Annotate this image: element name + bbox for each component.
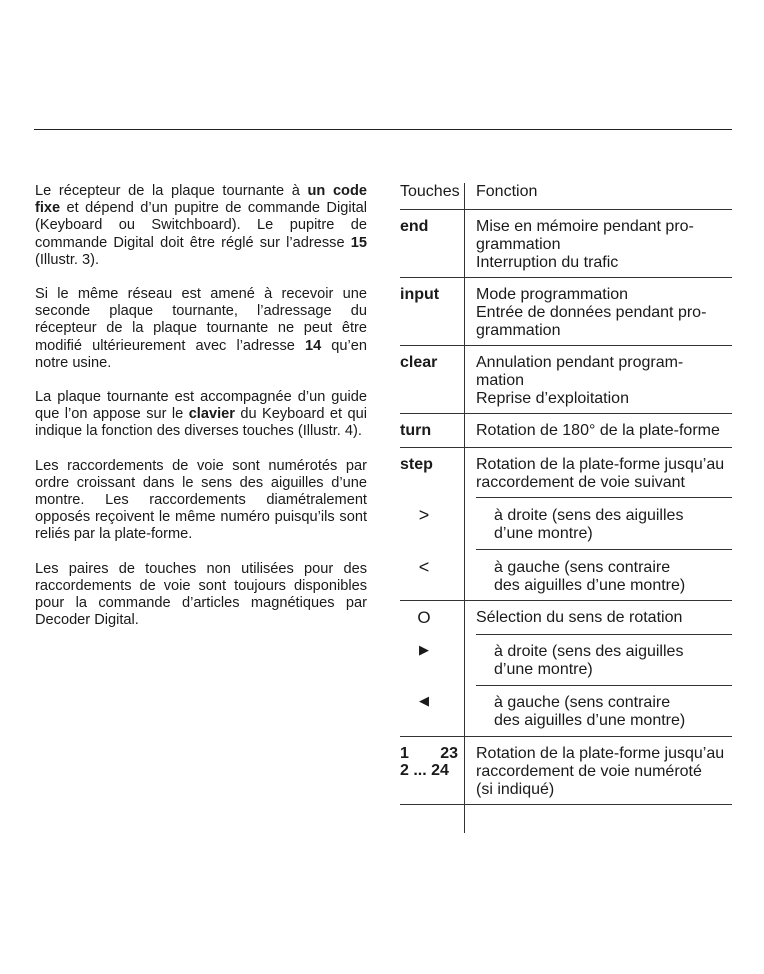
function-triangle-right: à droite (sens des aiguilles d’une montre) xyxy=(494,643,684,678)
table-rule xyxy=(400,277,732,278)
table-rule xyxy=(400,447,732,448)
table-rule xyxy=(400,600,732,601)
text-run: La plaque tournante est accompagnée d’un guide que l’on appose sur le xyxy=(35,389,367,423)
table-header-function: Fonction xyxy=(476,183,538,200)
table-rule-sub xyxy=(476,634,732,635)
table-rule xyxy=(400,209,732,210)
text-run: qu’en notre usine. xyxy=(35,337,367,371)
paragraph-2 xyxy=(35,286,367,372)
text-run: Si le même réseau est amené à recevoir une seconde plaque tournante, l’adressage du récepteur de la plaque tournante ne peut être modifié ultérieurement avec l’adresse xyxy=(35,286,367,354)
table-rule-sub xyxy=(476,497,732,498)
text-run: Le récepteur de la plaque tournante à xyxy=(35,183,308,199)
text-run: et dépend d’un pupitre de commande Digital (Keyboard ou Switchboard). Le pupitre de commande Digital doit être réglé sur l’adresse xyxy=(35,200,367,251)
table-rule xyxy=(400,804,732,805)
bold-text: 14 xyxy=(304,337,322,354)
triangle-left-icon: ◀ xyxy=(419,693,429,708)
key-end: end xyxy=(400,218,429,235)
table-rule xyxy=(400,345,732,346)
function-clear: Annulation pendant program- mation Reprise d’exploitation xyxy=(476,354,684,407)
bold-text: 15 xyxy=(350,234,367,251)
function-end: Mise en mémoire pendant pro- grammation Interruption du trafic xyxy=(476,218,694,271)
function-step: Rotation de la plate-forme jusqu’au raccordement de voie suivant xyxy=(476,456,725,491)
paragraph-1 xyxy=(35,183,367,269)
text-run: du Keyboard et qui indique la fonction des diverses touches (Illustr. 4). xyxy=(35,406,367,440)
key-turn: turn xyxy=(400,422,432,439)
table-rule-sub xyxy=(476,549,732,550)
table-rule xyxy=(400,736,732,737)
key-input: input xyxy=(400,286,440,303)
key-numbers: 1 23 2 ... 24 xyxy=(400,745,458,779)
key-greater-than: > xyxy=(418,505,430,525)
bold-text: un code fixe xyxy=(35,183,368,217)
key-step: step xyxy=(400,456,433,473)
table-rule-sub xyxy=(476,685,732,686)
triangle-right-icon: ▶ xyxy=(419,642,429,657)
key-less-than: < xyxy=(418,557,430,577)
paragraph-4 xyxy=(35,458,367,544)
text-run: (Illustr. 3). xyxy=(35,251,100,268)
function-numbers: Rotation de la plate-forme jusqu’au raccordement de voie numéroté (si indiqué) xyxy=(476,745,725,798)
key-circle: O xyxy=(417,608,431,627)
function-greater-than: à droite (sens des aiguilles d’une montre) xyxy=(494,507,684,542)
table-header-keys: Touches xyxy=(400,183,460,200)
text-run: Les raccordements de voie sont numérotés par ordre croissant dans le sens des aiguilles d’une montre. Les raccordements diamétralement opposés reçoivent le même numéro puisqu’ils sont reliés par la plate-forme. xyxy=(35,457,367,543)
bold-text: clavier xyxy=(188,406,235,423)
key-clear: clear xyxy=(400,354,438,371)
function-turn: Rotation de 180° de la plate-forme xyxy=(476,422,720,439)
function-less-than: à gauche (sens contraire des aiguilles d’une montre) xyxy=(494,559,686,594)
paragraph-5 xyxy=(35,561,367,630)
text-run: Les paires de touches non utilisées pour des raccordements de voie sont toujours disponibles pour la commande d’articles magnétiques par Decoder Digital. xyxy=(35,560,367,629)
function-triangle-left: à gauche (sens contraire des aiguilles d’une montre) xyxy=(494,694,686,729)
table-rule xyxy=(400,413,732,414)
paragraph-3 xyxy=(35,389,367,441)
top-rule xyxy=(34,129,732,130)
left-column-text xyxy=(35,183,367,646)
function-circle: Sélection du sens de rotation xyxy=(476,609,683,626)
function-input: Mode programmation Entrée de données pendant pro- grammation xyxy=(476,286,707,339)
